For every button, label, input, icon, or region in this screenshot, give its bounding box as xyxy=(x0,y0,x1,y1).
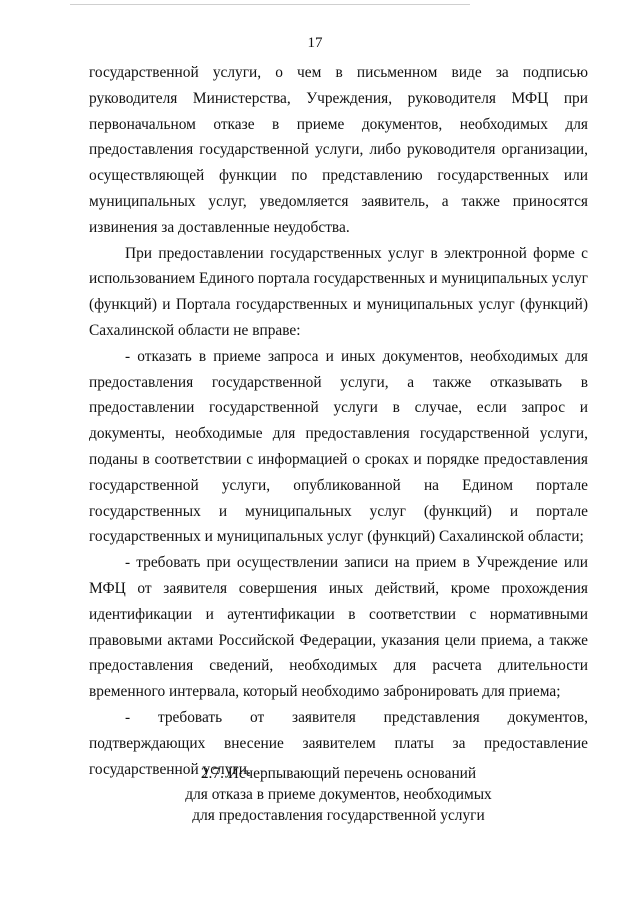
section-heading xyxy=(89,763,588,826)
paragraph-list-item-payment: - требовать от заявителя представления документов, подтверждающих внесение заявителем платы за предоставление государственной услуги. xyxy=(89,708,588,778)
paragraph-electronic-form: При предоставлении государственных услуг в электронной форме с использованием Единого портала государственных и муниципальных услуг (функций) и Портала государственных и муниципальных услуг (функций) Сахалинской области не вправе: xyxy=(89,244,588,339)
paragraph-continuation: государственной услуги, о чем в письменном виде за подписью руководителя Министерства, Учреждения, руководителя МФЦ при первоначальном отказе в приеме документов, необходимых для предоставления государственной услуги, либо руководителя организации, осуществляющей функции по представлению государственных или муниципальных услуг, уведомляется заявитель, а также приносятся извинения за доставленные неудобства. xyxy=(89,64,588,236)
section-heading-line-3: для предоставления государственной услуги xyxy=(192,807,485,824)
paragraph-list-item-refuse: - отказать в приеме запроса и иных документов, необходимых для предоставления государственной услуги, а также отказывать в предоставлении государственной услуги в случае, если запрос и документы, необходимые для предоставления государственной услуги, поданы в соответствии с информацией о сроках и порядке предоставления государственной услуги, опубликованной на Едином портале государственных и муниципальных услуг (функций) и портале государственных и муниципальных услуг (функций) Сахалинской области; xyxy=(89,347,588,546)
scan-top-edge xyxy=(70,4,470,5)
paragraph-list-item-appointment: - требовать при осуществлении записи на прием в Учреждение или МФЦ от заявителя совершения иных действий, кроме прохождения идентификации и аутентификации в соответствии с нормативными правовыми актами Российской Федерации, указания цели приема, а также предоставления сведений, необходимых для расчета длительности временного интервала, который необходимо забронировать для приема; xyxy=(89,554,588,701)
section-heading-line-1: 2.7. Исчерпывающий перечень оснований xyxy=(200,765,477,782)
section-heading-line-2: для отказа в приеме документов, необходимых xyxy=(185,786,492,803)
page-number: 17 xyxy=(307,35,323,51)
body-text xyxy=(89,60,588,782)
